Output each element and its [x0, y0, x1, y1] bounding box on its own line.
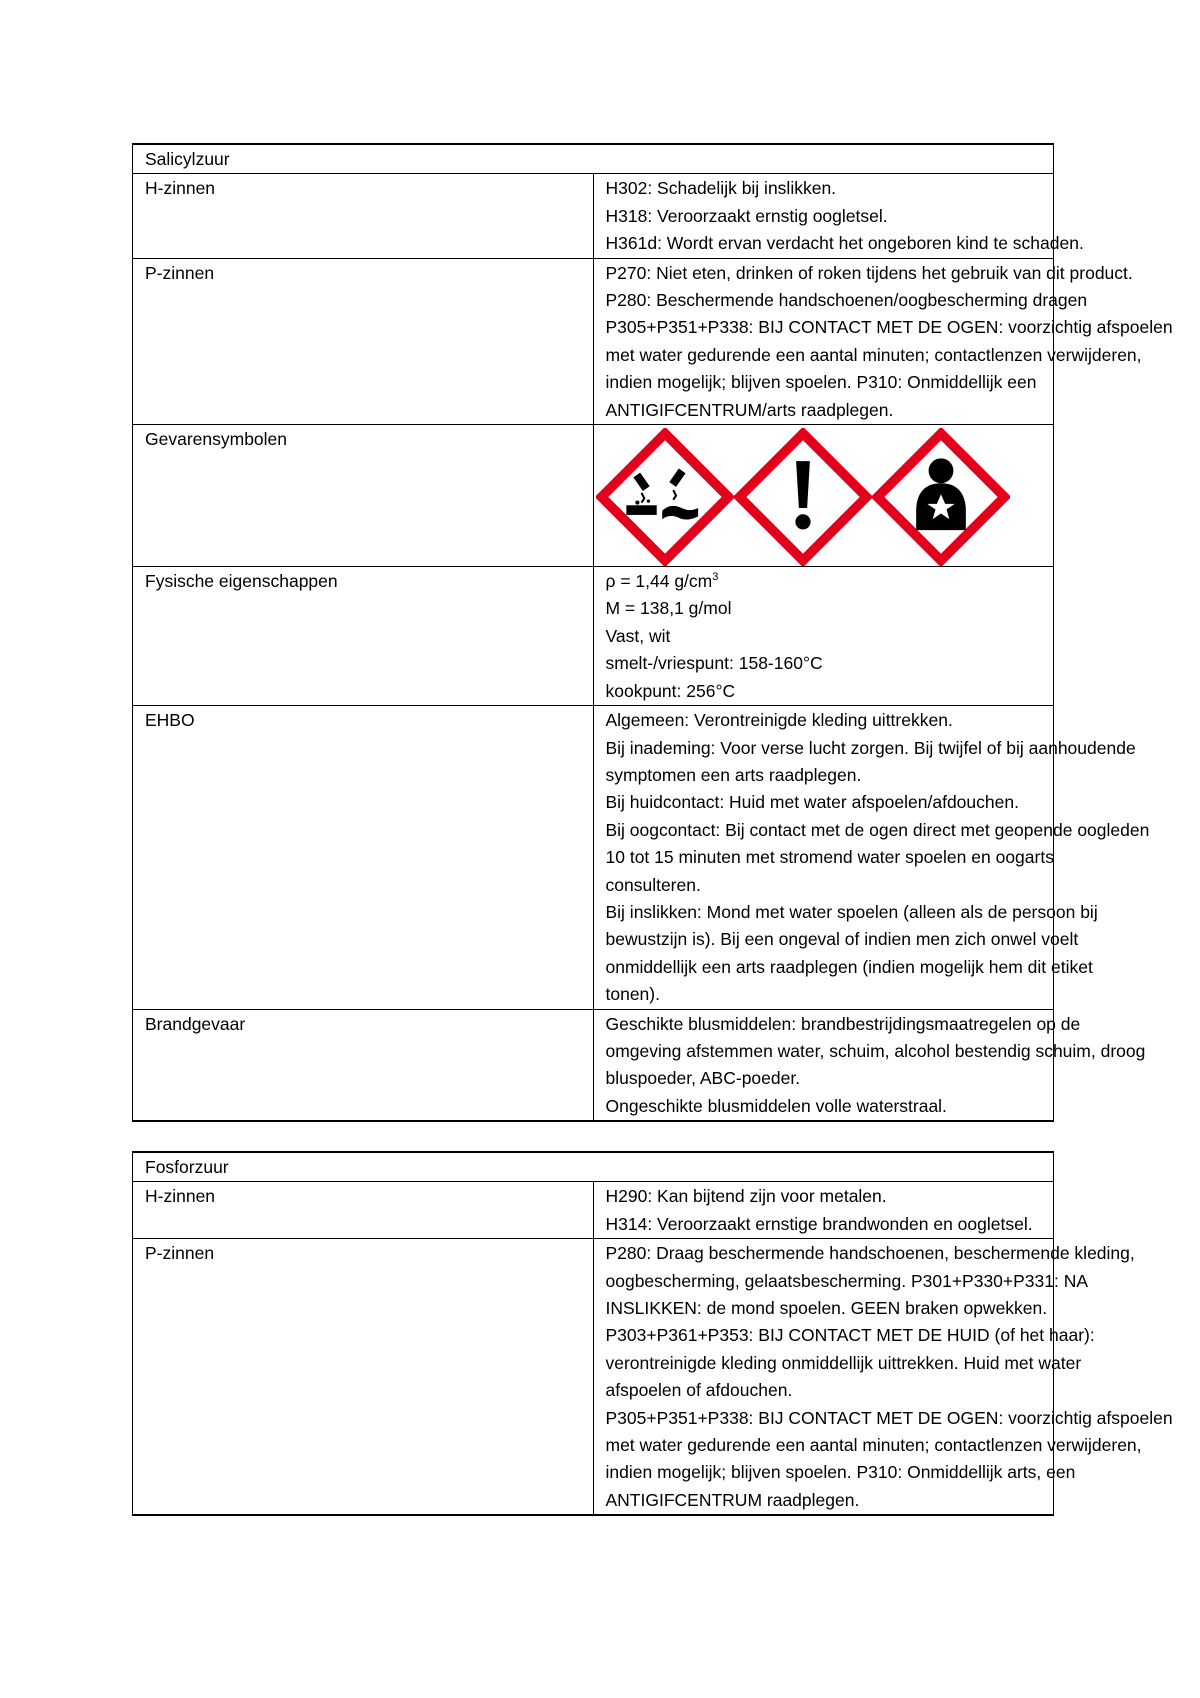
h-statements	[593, 1182, 1054, 1239]
p-statement: afspoelen of afdouchen.	[605, 1380, 793, 1401]
property: M = 138,1 g/mol	[605, 598, 732, 619]
first-aid-line: consulteren.	[605, 874, 701, 895]
p-statement: P305+P351+P338: BIJ CONTACT MET DE OGEN: voorzichtig afspoelen	[605, 1407, 1173, 1428]
fire-hazard	[593, 1009, 1146, 1121]
first-aid	[593, 706, 1150, 1009]
first-aid-line: tonen).	[605, 984, 660, 1005]
p-statement: INSLIKKEN: de mond spoelen. GEEN braken opwekken.	[605, 1298, 1048, 1319]
health-hazard-pictogram-icon	[872, 428, 1010, 566]
table-row	[133, 258, 1054, 424]
first-aid-line: Bij inademing: Voor verse lucht zorgen. Bij twijfel of bij aanhoudende	[605, 737, 1136, 758]
p-statement: met water gedurende een aantal minuten; contactlenzen verwijderen,	[605, 1435, 1142, 1456]
table-row	[133, 425, 1054, 567]
p-statement: indien mogelijk; blijven spoelen. P310: Onmiddellijk arts, een	[605, 1462, 1076, 1483]
p-statement: P270: Niet eten, drinken of roken tijdens het gebruik van dit product.	[605, 262, 1133, 283]
first-aid-line: onmiddellijk een arts raadplegen (indien mogelijk hem dit etiket	[605, 956, 1093, 977]
fosforzuur-table	[132, 1151, 1173, 1516]
row-label: H-zinnen	[133, 174, 594, 258]
p-statement: ANTIGIFCENTRUM/arts raadplegen.	[605, 399, 894, 420]
p-statement: verontreinigde kleding onmiddellijk uittrekken. Huid met water	[605, 1352, 1082, 1373]
table-row	[133, 1182, 1054, 1239]
density-exponent: 3	[712, 571, 719, 584]
substance-title: Salicylzuur	[133, 144, 1054, 174]
property: kookpunt: 256°C	[605, 680, 736, 701]
first-aid-line: bewustzijn is). Bij een ongeval of indien men zich onwel voelt	[605, 929, 1079, 950]
fire-hazard-line: bluspoeder, ABC-poeder.	[605, 1068, 801, 1089]
p-statement: indien mogelijk; blijven spoelen. P310: Onmiddellijk een	[605, 372, 1037, 393]
h-statement: H302: Schadelijk bij inslikken.	[605, 178, 837, 199]
p-statement: P305+P351+P338: BIJ CONTACT MET DE OGEN: voorzichtig afspoelen	[605, 317, 1173, 338]
h-statement: H290: Kan bijtend zijn voor metalen.	[605, 1186, 887, 1207]
h-statement: H361d: Wordt ervan verdacht het ongeboren kind te schaden.	[605, 233, 1084, 254]
table-row	[133, 567, 1054, 706]
fire-hazard-line: Ongeschikte blusmiddelen volle waterstraal.	[605, 1095, 947, 1116]
table-row	[133, 1152, 1054, 1182]
p-statement: P280: Beschermende handschoenen/oogbescherming dragen	[605, 290, 1088, 311]
property: Vast, wit	[605, 625, 671, 646]
p-statement: oogbescherming, gelaatsbescherming. P301+P330+P331: NA	[605, 1270, 1089, 1291]
p-statement: P280: Draag beschermende handschoenen, beschermende kleding,	[605, 1243, 1135, 1264]
first-aid-line: Bij inslikken: Mond met water spoelen (alleen als de persoon bij	[605, 901, 1098, 922]
exclamation-pictogram-icon	[734, 428, 872, 566]
fire-hazard-line: omgeving afstemmen water, schuim, alcohol bestendig schuim, droog	[605, 1040, 1146, 1061]
p-statements	[593, 258, 1173, 424]
p-statement: ANTIGIFCENTRUM raadplegen.	[605, 1489, 860, 1510]
row-label: Fysische eigenschappen	[133, 567, 594, 706]
table-row	[133, 1009, 1054, 1121]
first-aid-line: Algemeen: Verontreinigde kleding uittrekken.	[605, 710, 953, 731]
first-aid-line: Bij oogcontact: Bij contact met de ogen direct met geopende oogleden	[605, 819, 1150, 840]
first-aid-line: symptomen een arts raadplegen.	[605, 764, 862, 785]
first-aid-line: Bij huidcontact: Huid met water afspoelen/afdouchen.	[605, 792, 1019, 813]
table-row	[133, 144, 1054, 174]
fire-hazard-line: Geschikte blusmiddelen: brandbestrijdingsmaatregelen op de	[605, 1013, 1081, 1034]
row-label: P-zinnen	[133, 1239, 594, 1516]
row-label: H-zinnen	[133, 1182, 594, 1239]
salicylzuur-table	[132, 143, 1173, 1122]
physical-properties	[593, 567, 1054, 706]
substance-title: Fosforzuur	[133, 1152, 1054, 1182]
corrosive-pictogram-icon	[596, 428, 734, 566]
property: smelt-/vriespunt: 158-160°C	[605, 653, 823, 674]
h-statement: H314: Veroorzaakt ernstige brandwonden en oogletsel.	[605, 1213, 1033, 1234]
row-label: Gevarensymbolen	[133, 425, 594, 567]
row-label: EHBO	[133, 706, 594, 1009]
p-statement: met water gedurende een aantal minuten; contactlenzen verwijderen,	[605, 344, 1142, 365]
table-row	[133, 1239, 1054, 1516]
p-statements	[593, 1239, 1173, 1516]
p-statement: P303+P361+P353: BIJ CONTACT MET DE HUID (of het haar):	[605, 1325, 1095, 1346]
density: ρ = 1,44 g/cm	[605, 571, 713, 592]
table-row	[133, 706, 1054, 1009]
table-row	[133, 174, 1054, 258]
h-statement: H318: Veroorzaakt ernstig oogletsel.	[605, 205, 888, 226]
row-label: Brandgevaar	[133, 1009, 594, 1121]
h-statements	[593, 174, 1084, 258]
row-label: P-zinnen	[133, 258, 594, 424]
first-aid-line: 10 tot 15 minuten met stromend water spoelen en oogarts	[605, 847, 1054, 868]
hazard-symbols	[593, 425, 1054, 567]
